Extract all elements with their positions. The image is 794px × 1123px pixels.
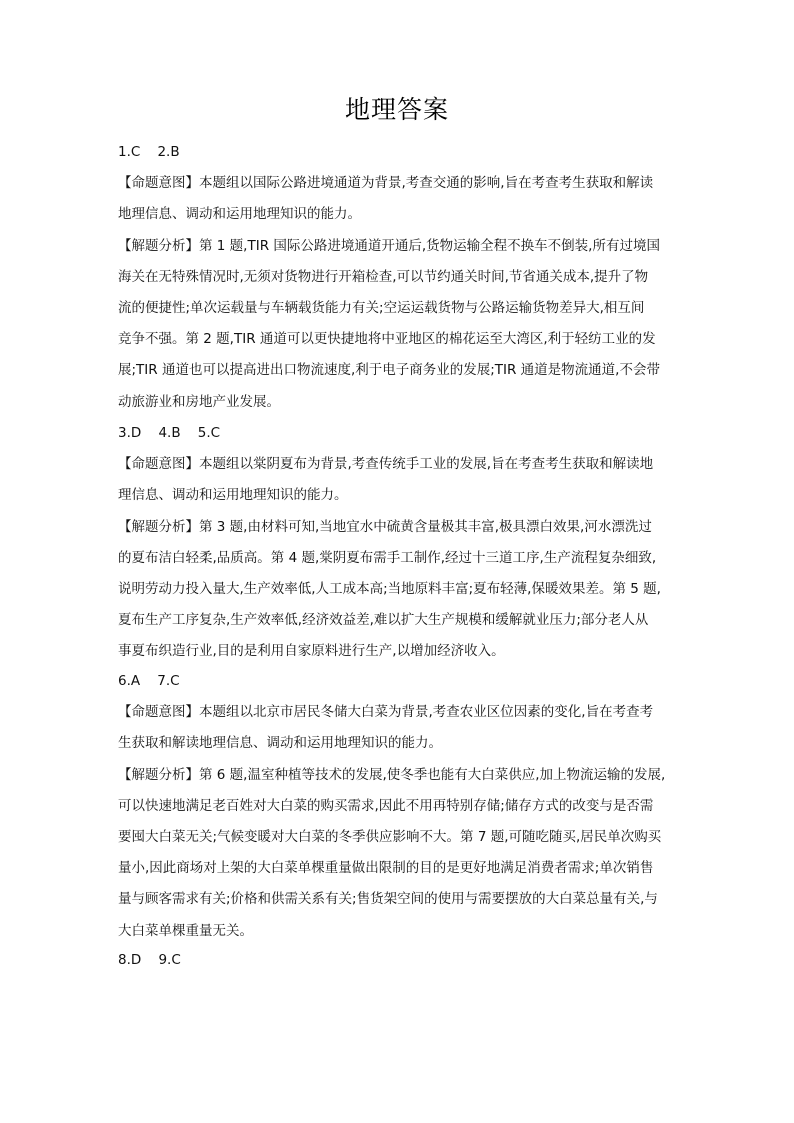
analysis-line: 量小,因此商场对上架的大白菜单棵重量做出限制的目的是更好地满足消费者需求;单次销售 [118,860,654,877]
analysis-line: 的夏布洁白轻柔,品质高。第 4 题,棠阴夏布需手工制作,经过十三道工序,生产流程复杂细致, [118,549,657,566]
analysis-line: 流的便捷性;单次运载量与车辆载货能力有关;空运运载货物与公路运输货物差异大,相互间 [118,299,645,316]
answer-key: 3.D 4.B 5.C [118,425,221,441]
analysis-line: 【解题分析】第 6 题,温室种植等技术的发展,使冬季也能有大白菜供应,加上物流运输的发展, [118,766,666,783]
answer-section [118,945,688,976]
answer-key: 6.A 7.C [118,673,180,689]
intent-line: 地理信息、调动和运用地理知识的能力。 [118,206,361,223]
answer-section [118,418,688,668]
intent-line: 【命题意图】本题组以国际公路进境通道为背景,考查交通的影响,旨在考查考生获取和解读 [118,175,654,192]
analysis-line: 【解题分析】第 3 题,由材料可知,当地宜水中硫黄含量极其丰富,极具漂白效果,河水漂洗过 [118,518,652,535]
analysis-line: 【解题分析】第 1 题,TIR 国际公路进境通道开通后,货物运输全程不换车不倒装,所有过境国 [118,237,660,254]
analysis-line: 动旅游业和房地产业发展。 [118,393,280,410]
intent-line: 生获取和解读地理信息、调动和运用地理知识的能力。 [118,735,442,752]
intent-line: 【命题意图】本题组以北京市居民冬储大白菜为背景,考查农业区位因素的变化,旨在考查考 [118,704,654,721]
analysis-line: 展;TIR 通道也可以提高进出口物流速度,利于电子商务业的发展;TIR 通道是物流通道,不会带 [118,362,660,379]
analysis-line: 要囤大白菜无关;气候变暖对大白菜的冬季供应影响不大。第 7 题,可随吃随买,居民单次购买 [118,828,662,845]
analysis-line: 说明劳动力投入量大,生产效率低,人工成本高;当地原料丰富;夏布轻薄,保暖效果差。第 5 题, [118,580,661,597]
analysis-line: 竞争不强。第 2 题,TIR 通道可以更快捷地将中亚地区的棉花运至大湾区,利于轻纺工业的发 [118,331,656,348]
intent-line: 理信息、调动和运用地理知识的能力。 [118,487,348,504]
page-title: 地理答案 [344,95,449,124]
answer-section [118,666,688,947]
analysis-line: 大白菜单棵重量无关。 [118,922,253,939]
intent-line: 【命题意图】本题组以棠阴夏布为背景,考查传统手工业的发展,旨在考查考生获取和解读地 [118,456,654,473]
answer-section [118,137,688,418]
analysis-line: 夏布生产工序复杂,生产效率低,经济效益差,难以扩大生产规模和缓解就业压力;部分老人从 [118,612,649,629]
analysis-line: 海关在无特殊情况时,无须对货物进行开箱检查,可以节约通关时间,节省通关成本,提升了物 [118,268,649,285]
answer-key: 8.D 9.C [118,952,181,968]
analysis-line: 可以快速地满足老百姓对大白菜的购买需求,因此不用再特别存储;储存方式的改变与是否需 [118,797,654,814]
analysis-line: 事夏布织造行业,目的是利用自家原料进行生产,以增加经济收入。 [118,643,505,660]
answer-key: 1.C 2.B [118,144,180,160]
analysis-line: 量与顾客需求有关;价格和供需关系有关;售货架空间的使用与需要摆放的大白菜总量有关,与 [118,891,658,908]
